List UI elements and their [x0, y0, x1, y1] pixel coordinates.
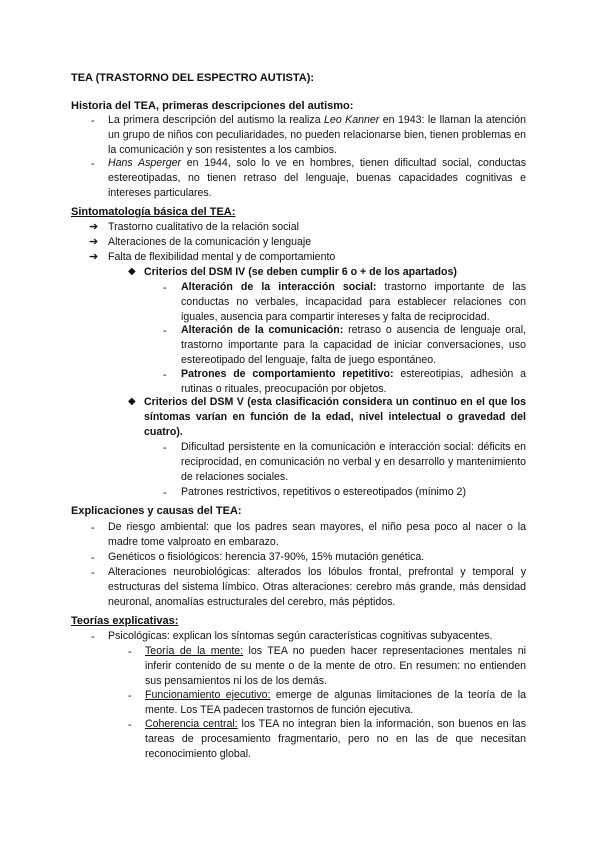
dsm4-item-patrones: Patrones de comportamiento repetitivo: estereotipias, adhesión a rutinas o rituales, preocupación por objetos. — [181, 368, 526, 395]
teoria-item-mente: Teoría de la mente: los TEA no pueden hacer representaciones mentales ni inferir contenido de su mente o de la mente de otro. En resumen: no entienden sus pensamientos ni los de los demás. — [145, 645, 526, 687]
dash-bullet: - — [91, 158, 95, 170]
dash-bullet: - — [128, 690, 132, 702]
teorias-heading: Teorías explicativas: — [71, 615, 179, 627]
explicaciones-heading: Explicaciones y causas del TEA: — [71, 505, 242, 517]
sintomatologia-heading: Sintomatología básica del TEA: — [71, 206, 236, 218]
dash-bullet: - — [163, 442, 167, 454]
historia-item-asperger: Hans Asperger en 1944, solo lo ve en hombres, tienen dificultad social, conductas estereotipadas, no tienen retraso del lenguaje, buenas capacidades cognitivas e intereses particulares. — [108, 157, 526, 199]
dsm4-heading: Criterios del DSM IV (se deben cumplir 6 o + de los apartados) — [144, 266, 457, 278]
dash-bullet: - — [91, 115, 95, 127]
document-title: TEA (TRASTORNO DEL ESPECTRO AUTISTA): — [71, 72, 315, 84]
dash-bullet: - — [91, 552, 95, 564]
teoria-item-coherencia: Coherencia central: los TEA no integran bien la información, son buenos en las tareas de procesamiento fragmentario, pero no en las de que necesitan reconocimiento global. — [145, 718, 526, 760]
historia-item-kanner: La primera descripción del autismo la realiza Leo Kanner en 1943: le llaman la atención un grupo de niños con peculiaridades, no pueden relacionarse bien, tienen problemas en la comunicación y son resistentes a los cambios. — [108, 114, 526, 156]
diamond-icon: ◆ — [128, 396, 136, 407]
dash-bullet: - — [163, 325, 167, 337]
explicacion-item: Genéticos o fisiológicos: herencia 37-90%, 15% mutación genética. — [108, 551, 425, 563]
dash-bullet: - — [91, 567, 95, 579]
dash-bullet: - — [128, 646, 132, 658]
diamond-icon: ◆ — [128, 266, 136, 277]
dash-bullet: - — [91, 631, 95, 643]
dsm4-item-interaccion: Alteración de la interacción social: trastorno importante de las conductas no verbales, incapacidad para establecer relaciones con iguales, ausencia para compartir intereses y falta de reciprocidad. — [181, 281, 526, 323]
dsm5-item: Dificultad persistente en la comunicación e interacción social: déficits en reciprocidad, en comunicación no verbal y en desarrollo y mantenimiento de relaciones sociales. — [181, 441, 526, 483]
explicacion-item: De riesgo ambiental: que los padres sean mayores, el niño pesa poco al nacer o la madre tome valproato en embarazo. — [108, 521, 526, 548]
explicacion-item: Alteraciones neurobiológicas: alterados los lóbulos frontal, prefrontal y temporal y estructuras del sistema límbico. Otras alteraciones: cerebro más grande, más densidad neuronal, anomalías estructurales del cerebro, más péptidos. — [108, 566, 526, 608]
dash-bullet: - — [128, 719, 132, 731]
arrow-icon: ➔ — [89, 236, 99, 248]
arrow-icon: ➔ — [89, 251, 99, 263]
dsm4-item-comunicacion: Alteración de la comunicación: retraso o ausencia de lenguaje oral, trastorno importante para la capacidad de iniciar conversaciones, uso estereotipado del lenguaje, falta de juego espontáneo. — [181, 324, 526, 366]
dash-bullet: - — [163, 282, 167, 294]
sintoma-item: Falta de flexibilidad mental y de comportamiento — [108, 251, 336, 263]
dash-bullet: - — [163, 487, 167, 499]
arrow-icon: ➔ — [89, 221, 99, 233]
sintoma-item: Trastorno cualitativo de la relación social — [108, 221, 299, 233]
dash-bullet: - — [91, 522, 95, 534]
dash-bullet: - — [163, 369, 167, 381]
historia-heading: Historia del TEA, primeras descripciones del autismo: — [71, 100, 354, 112]
teorias-intro: Psicológicas: explican los síntomas según características cognitivas subyacentes. — [108, 630, 493, 642]
sintoma-item: Alteraciones de la comunicación y lenguaje — [108, 236, 312, 248]
dsm5-heading: Criterios del DSM V (esta clasificación considera un continuo en el que los síntomas varían en función de la edad, nivel intelectual o gravedad del cuatro). — [144, 396, 526, 438]
teoria-item-ejecutivo: Funcionamiento ejecutivo: emerge de algunas limitaciones de la teoría de la mente. Los TEA padecen trastornos de función ejecutiva. — [145, 689, 527, 716]
dsm5-item: Patrones restrictivos, repetitivos o estereotipados (mínimo 2) — [181, 486, 466, 498]
